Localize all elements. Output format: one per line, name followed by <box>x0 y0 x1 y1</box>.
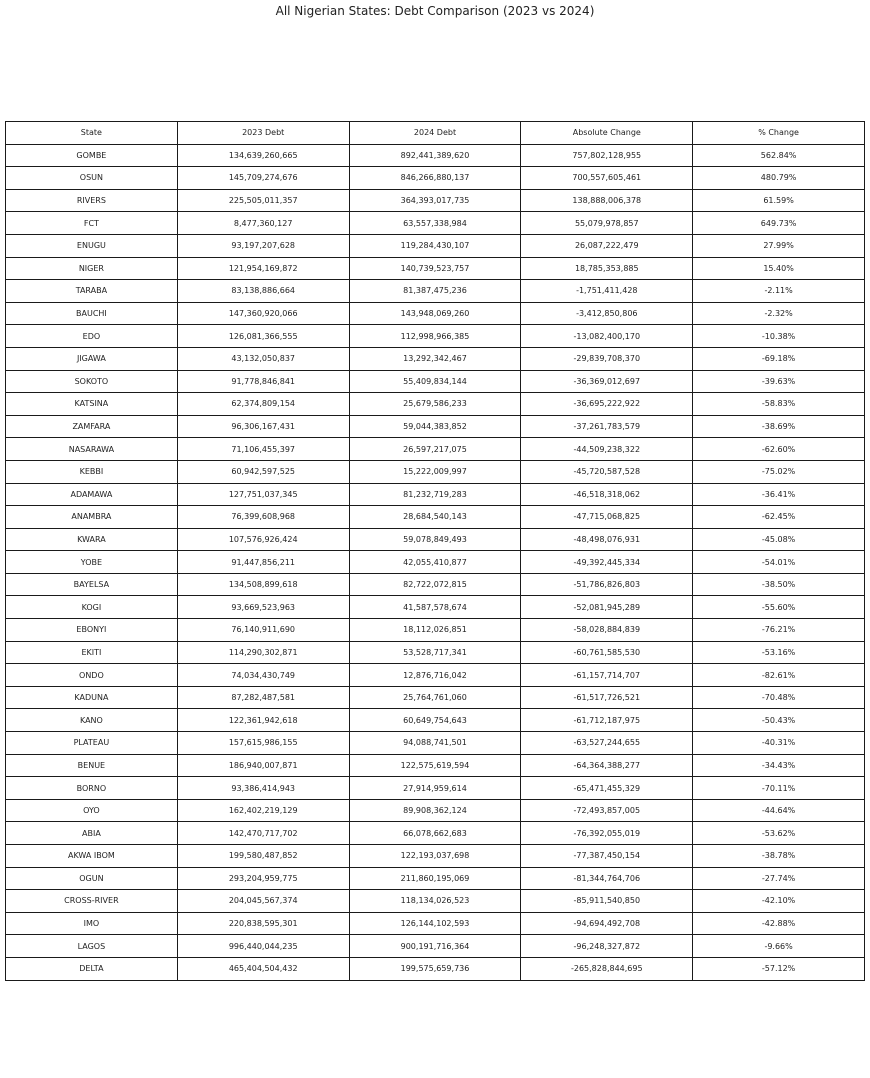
table-row <box>6 234 865 257</box>
state-cell: EBONYI <box>6 619 178 642</box>
state-cell: IMO <box>6 912 178 935</box>
absolute-change-cell: -72,493,857,005 <box>521 799 693 822</box>
absolute-change-cell: -29,839,708,370 <box>521 347 693 370</box>
state-cell: ENUGU <box>6 234 178 257</box>
state-cell: ZAMFARA <box>6 415 178 438</box>
debt-2024-cell: 118,134,026,523 <box>349 890 521 913</box>
absolute-change-cell: -76,392,055,019 <box>521 822 693 845</box>
debt-2023-cell: 186,940,007,871 <box>177 754 349 777</box>
absolute-change-cell: -61,712,187,975 <box>521 709 693 732</box>
debt-2023-cell: 96,306,167,431 <box>177 415 349 438</box>
debt-2024-cell: 126,144,102,593 <box>349 912 521 935</box>
debt-2024-cell: 119,284,430,107 <box>349 234 521 257</box>
debt-2024-cell: 140,739,523,757 <box>349 257 521 280</box>
percent-change-cell: 480.79% <box>693 167 865 190</box>
table-row <box>6 506 865 529</box>
absolute-change-cell: 138,888,006,378 <box>521 189 693 212</box>
header-row <box>6 122 865 145</box>
percent-change-cell: -44.64% <box>693 799 865 822</box>
debt-2024-cell: 112,998,966,385 <box>349 325 521 348</box>
table-row <box>6 754 865 777</box>
debt-2024-cell: 13,292,342,467 <box>349 347 521 370</box>
debt-2024-cell: 18,112,026,851 <box>349 619 521 642</box>
percent-change-cell: -2.11% <box>693 280 865 303</box>
debt-2024-cell: 15,222,009,997 <box>349 460 521 483</box>
table-row <box>6 325 865 348</box>
absolute-change-cell: -36,369,012,697 <box>521 370 693 393</box>
debt-2024-cell: 211,860,195,069 <box>349 867 521 890</box>
debt-2024-cell: 89,908,362,124 <box>349 799 521 822</box>
absolute-change-cell: -77,387,450,154 <box>521 845 693 868</box>
table-row <box>6 460 865 483</box>
absolute-change-cell: 757,802,128,955 <box>521 144 693 167</box>
debt-2023-cell: 93,197,207,628 <box>177 234 349 257</box>
table-row <box>6 393 865 416</box>
percent-change-cell: -70.48% <box>693 686 865 709</box>
table-row <box>6 957 865 980</box>
debt-2023-cell: 91,778,846,841 <box>177 370 349 393</box>
debt-2024-cell: 892,441,389,620 <box>349 144 521 167</box>
state-cell: EDO <box>6 325 178 348</box>
table-row <box>6 189 865 212</box>
debt-2024-cell: 900,191,716,364 <box>349 935 521 958</box>
debt-2024-cell: 12,876,716,042 <box>349 664 521 687</box>
table-row <box>6 370 865 393</box>
percent-change-cell: -34.43% <box>693 754 865 777</box>
percent-change-cell: -57.12% <box>693 957 865 980</box>
state-cell: BAYELSA <box>6 573 178 596</box>
debt-2023-cell: 127,751,037,345 <box>177 483 349 506</box>
table-row <box>6 573 865 596</box>
debt-2024-cell: 66,078,662,683 <box>349 822 521 845</box>
table-row <box>6 257 865 280</box>
absolute-change-cell: 26,087,222,479 <box>521 234 693 257</box>
table-row <box>6 302 865 325</box>
absolute-change-cell: -85,911,540,850 <box>521 890 693 913</box>
debt-2023-cell: 91,447,856,211 <box>177 551 349 574</box>
absolute-change-cell: -44,509,238,322 <box>521 438 693 461</box>
state-cell: BAUCHI <box>6 302 178 325</box>
percent-change-cell: -42.10% <box>693 890 865 913</box>
state-cell: ANAMBRA <box>6 506 178 529</box>
state-cell: RIVERS <box>6 189 178 212</box>
state-cell: NASARAWA <box>6 438 178 461</box>
percent-change-cell: -82.61% <box>693 664 865 687</box>
table-row <box>6 845 865 868</box>
percent-change-cell: -53.62% <box>693 822 865 845</box>
state-cell: ONDO <box>6 664 178 687</box>
state-cell: KADUNA <box>6 686 178 709</box>
percent-change-cell: -38.50% <box>693 573 865 596</box>
percent-change-cell: -55.60% <box>693 596 865 619</box>
state-cell: OGUN <box>6 867 178 890</box>
debt-2024-cell: 143,948,069,260 <box>349 302 521 325</box>
percent-change-cell: -62.60% <box>693 438 865 461</box>
percent-change-cell: -50.43% <box>693 709 865 732</box>
debt-2023-cell: 147,360,920,066 <box>177 302 349 325</box>
debt-2024-cell: 42,055,410,877 <box>349 551 521 574</box>
debt-2024-cell: 81,232,719,283 <box>349 483 521 506</box>
debt-2023-cell: 121,954,169,872 <box>177 257 349 280</box>
debt-2023-cell: 93,386,414,943 <box>177 777 349 800</box>
debt-2023-cell: 76,140,911,690 <box>177 619 349 642</box>
absolute-change-cell: -63,527,244,655 <box>521 732 693 755</box>
percent-change-cell: 61.59% <box>693 189 865 212</box>
percent-change-cell: 15.40% <box>693 257 865 280</box>
debt-2023-cell: 225,505,011,357 <box>177 189 349 212</box>
absolute-change-cell: -65,471,455,329 <box>521 777 693 800</box>
debt-2023-cell: 74,034,430,749 <box>177 664 349 687</box>
state-cell: LAGOS <box>6 935 178 958</box>
debt-2024-cell: 94,088,741,501 <box>349 732 521 755</box>
percent-change-cell: -75.02% <box>693 460 865 483</box>
absolute-change-cell: -61,157,714,707 <box>521 664 693 687</box>
header-2023-debt: 2023 Debt <box>177 122 349 145</box>
debt-2023-cell: 134,639,260,665 <box>177 144 349 167</box>
state-cell: BORNO <box>6 777 178 800</box>
table-row <box>6 596 865 619</box>
table-row <box>6 732 865 755</box>
percent-change-cell: -2.32% <box>693 302 865 325</box>
debt-2023-cell: 122,361,942,618 <box>177 709 349 732</box>
percent-change-cell: -27.74% <box>693 867 865 890</box>
debt-2023-cell: 996,440,044,235 <box>177 935 349 958</box>
absolute-change-cell: -47,715,068,825 <box>521 506 693 529</box>
absolute-change-cell: -81,344,764,706 <box>521 867 693 890</box>
percent-change-cell: -69.18% <box>693 347 865 370</box>
table-row <box>6 619 865 642</box>
table-row <box>6 438 865 461</box>
percent-change-cell: -40.31% <box>693 732 865 755</box>
absolute-change-cell: -96,248,327,872 <box>521 935 693 958</box>
state-cell: EKITI <box>6 641 178 664</box>
state-cell: NIGER <box>6 257 178 280</box>
state-cell: ABIA <box>6 822 178 845</box>
percent-change-cell: -70.11% <box>693 777 865 800</box>
absolute-change-cell: -13,082,400,170 <box>521 325 693 348</box>
absolute-change-cell: -49,392,445,334 <box>521 551 693 574</box>
debt-2023-cell: 76,399,608,968 <box>177 506 349 529</box>
percent-change-cell: 649.73% <box>693 212 865 235</box>
absolute-change-cell: 700,557,605,461 <box>521 167 693 190</box>
absolute-change-cell: -37,261,783,579 <box>521 415 693 438</box>
debt-2023-cell: 204,045,567,374 <box>177 890 349 913</box>
state-cell: KOGI <box>6 596 178 619</box>
debt-2023-cell: 134,508,899,618 <box>177 573 349 596</box>
state-cell: ADAMAWA <box>6 483 178 506</box>
percent-change-cell: -53.16% <box>693 641 865 664</box>
table-body <box>6 144 865 980</box>
state-cell: OYO <box>6 799 178 822</box>
table-row <box>6 890 865 913</box>
absolute-change-cell: -36,695,222,922 <box>521 393 693 416</box>
debt-table-container <box>5 121 865 981</box>
state-cell: AKWA IBOM <box>6 845 178 868</box>
state-cell: KANO <box>6 709 178 732</box>
debt-2024-cell: 41,587,578,674 <box>349 596 521 619</box>
percent-change-cell: -58.83% <box>693 393 865 416</box>
percent-change-cell: -38.78% <box>693 845 865 868</box>
state-cell: DELTA <box>6 957 178 980</box>
debt-2023-cell: 126,081,366,555 <box>177 325 349 348</box>
debt-2023-cell: 8,477,360,127 <box>177 212 349 235</box>
debt-2023-cell: 465,404,504,432 <box>177 957 349 980</box>
debt-2023-cell: 83,138,886,664 <box>177 280 349 303</box>
percent-change-cell: -39.63% <box>693 370 865 393</box>
percent-change-cell: -36.41% <box>693 483 865 506</box>
table-row <box>6 777 865 800</box>
debt-2023-cell: 87,282,487,581 <box>177 686 349 709</box>
chart-title: All Nigerian States: Debt Comparison (2023 vs 2024) <box>275 4 595 18</box>
percent-change-cell: -62.45% <box>693 506 865 529</box>
debt-2023-cell: 145,709,274,676 <box>177 167 349 190</box>
debt-2024-cell: 122,575,619,594 <box>349 754 521 777</box>
absolute-change-cell: -46,518,318,062 <box>521 483 693 506</box>
percent-change-cell: -76.21% <box>693 619 865 642</box>
table-row <box>6 935 865 958</box>
debt-2024-cell: 55,409,834,144 <box>349 370 521 393</box>
debt-2024-cell: 25,679,586,233 <box>349 393 521 416</box>
table-row <box>6 212 865 235</box>
percent-change-cell: -9.66% <box>693 935 865 958</box>
table-row <box>6 415 865 438</box>
absolute-change-cell: 18,785,353,885 <box>521 257 693 280</box>
debt-2023-cell: 142,470,717,702 <box>177 822 349 845</box>
absolute-change-cell: -48,498,076,931 <box>521 528 693 551</box>
table-row <box>6 709 865 732</box>
header-percent-change: % Change <box>693 122 865 145</box>
absolute-change-cell: -265,828,844,695 <box>521 957 693 980</box>
debt-2024-cell: 81,387,475,236 <box>349 280 521 303</box>
table-row <box>6 528 865 551</box>
state-cell: CROSS-RIVER <box>6 890 178 913</box>
table-row <box>6 483 865 506</box>
table-row <box>6 686 865 709</box>
debt-2023-cell: 157,615,986,155 <box>177 732 349 755</box>
absolute-change-cell: -52,081,945,289 <box>521 596 693 619</box>
debt-2023-cell: 60,942,597,525 <box>177 460 349 483</box>
debt-2024-cell: 122,193,037,698 <box>349 845 521 868</box>
table-row <box>6 641 865 664</box>
absolute-change-cell: -60,761,585,530 <box>521 641 693 664</box>
debt-2024-cell: 53,528,717,341 <box>349 641 521 664</box>
debt-2024-cell: 59,078,849,493 <box>349 528 521 551</box>
table-row <box>6 664 865 687</box>
header-state: State <box>6 122 178 145</box>
state-cell: GOMBE <box>6 144 178 167</box>
state-cell: KATSINA <box>6 393 178 416</box>
state-cell: SOKOTO <box>6 370 178 393</box>
debt-2024-cell: 60,649,754,643 <box>349 709 521 732</box>
debt-2024-cell: 199,575,659,736 <box>349 957 521 980</box>
debt-2024-cell: 59,044,383,852 <box>349 415 521 438</box>
state-cell: BENUE <box>6 754 178 777</box>
table-row <box>6 799 865 822</box>
debt-2023-cell: 62,374,809,154 <box>177 393 349 416</box>
table-row <box>6 867 865 890</box>
absolute-change-cell: -61,517,726,521 <box>521 686 693 709</box>
absolute-change-cell: -58,028,884,839 <box>521 619 693 642</box>
header-absolute-change: Absolute Change <box>521 122 693 145</box>
absolute-change-cell: -45,720,587,528 <box>521 460 693 483</box>
debt-2023-cell: 293,204,959,775 <box>177 867 349 890</box>
debt-2024-cell: 26,597,217,075 <box>349 438 521 461</box>
percent-change-cell: -45.08% <box>693 528 865 551</box>
state-cell: FCT <box>6 212 178 235</box>
debt-2023-cell: 199,580,487,852 <box>177 845 349 868</box>
debt-2023-cell: 93,669,523,963 <box>177 596 349 619</box>
debt-2023-cell: 107,576,926,424 <box>177 528 349 551</box>
debt-2023-cell: 114,290,302,871 <box>177 641 349 664</box>
table-row <box>6 280 865 303</box>
absolute-change-cell: 55,079,978,857 <box>521 212 693 235</box>
absolute-change-cell: -51,786,826,803 <box>521 573 693 596</box>
debt-2023-cell: 220,838,595,301 <box>177 912 349 935</box>
table-row <box>6 144 865 167</box>
state-cell: YOBE <box>6 551 178 574</box>
debt-2023-cell: 162,402,219,129 <box>177 799 349 822</box>
percent-change-cell: -42.88% <box>693 912 865 935</box>
table-row <box>6 551 865 574</box>
state-cell: JIGAWA <box>6 347 178 370</box>
state-cell: KEBBI <box>6 460 178 483</box>
debt-2024-cell: 846,266,880,137 <box>349 167 521 190</box>
debt-2024-cell: 28,684,540,143 <box>349 506 521 529</box>
table-row <box>6 822 865 845</box>
header-2024-debt: 2024 Debt <box>349 122 521 145</box>
table-row <box>6 347 865 370</box>
state-cell: PLATEAU <box>6 732 178 755</box>
debt-2023-cell: 43,132,050,837 <box>177 347 349 370</box>
debt-2023-cell: 71,106,455,397 <box>177 438 349 461</box>
debt-2024-cell: 364,393,017,735 <box>349 189 521 212</box>
table-header <box>6 122 865 145</box>
table-row <box>6 912 865 935</box>
debt-2024-cell: 63,557,338,984 <box>349 212 521 235</box>
debt-table <box>5 121 865 981</box>
percent-change-cell: 27.99% <box>693 234 865 257</box>
debt-2024-cell: 27,914,959,614 <box>349 777 521 800</box>
state-cell: TARABA <box>6 280 178 303</box>
absolute-change-cell: -64,364,388,277 <box>521 754 693 777</box>
percent-change-cell: -38.69% <box>693 415 865 438</box>
debt-2024-cell: 25,764,761,060 <box>349 686 521 709</box>
absolute-change-cell: -3,412,850,806 <box>521 302 693 325</box>
absolute-change-cell: -94,694,492,708 <box>521 912 693 935</box>
absolute-change-cell: -1,751,411,428 <box>521 280 693 303</box>
percent-change-cell: -10.38% <box>693 325 865 348</box>
state-cell: OSUN <box>6 167 178 190</box>
table-row <box>6 167 865 190</box>
debt-2024-cell: 82,722,072,815 <box>349 573 521 596</box>
percent-change-cell: 562.84% <box>693 144 865 167</box>
percent-change-cell: -54.01% <box>693 551 865 574</box>
state-cell: KWARA <box>6 528 178 551</box>
